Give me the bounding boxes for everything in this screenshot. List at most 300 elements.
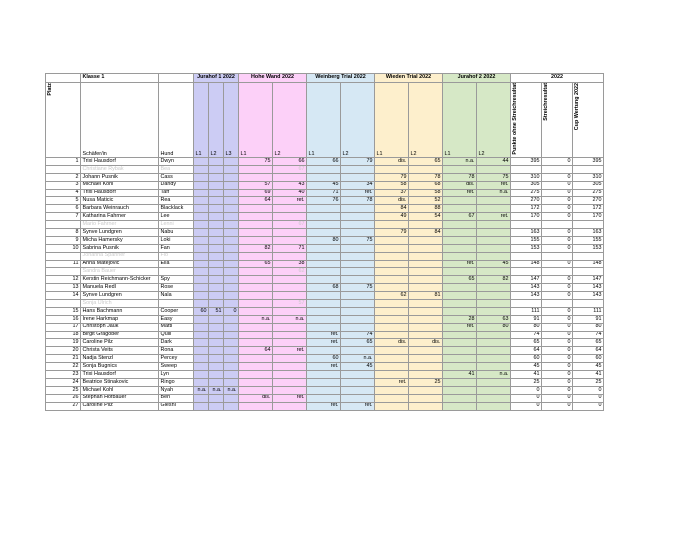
points-cell: 65 <box>511 339 542 347</box>
score-wieden-l1: 62 <box>375 292 409 300</box>
handler-cell: Christiane Rybak <box>81 165 159 173</box>
score-weinberg-l1 <box>307 394 341 402</box>
score-jurahof1-l2 <box>209 181 224 189</box>
col-header-dog: Hund <box>159 83 194 158</box>
rank-cell: 15 <box>46 307 81 315</box>
score-wieden-l2 <box>409 268 443 276</box>
score-jurahof1-l2 <box>209 371 224 379</box>
score-wieden-l1 <box>375 307 409 315</box>
streich-cell: 0 <box>542 284 573 292</box>
score-jurahof2-l2: 63 <box>477 315 511 323</box>
cup-cell: 148 <box>573 260 604 268</box>
score-jurahof1-l2 <box>209 284 224 292</box>
handler-cell: Johann Pusnik <box>81 173 159 181</box>
score-jurahof1-l1 <box>194 402 209 410</box>
col-header-streich: Streichresultat <box>542 83 549 121</box>
streich-cell: 0 <box>542 292 573 300</box>
score-hohe-wand-l2: 67 <box>273 221 307 229</box>
table-row <box>46 315 604 323</box>
dog-cell <box>159 300 194 308</box>
score-weinberg-l2 <box>341 315 375 323</box>
score-jurahof2-l2: ret. <box>477 181 511 189</box>
score-weinberg-l2 <box>341 252 375 260</box>
score-hohe-wand-l1: 64 <box>239 197 273 205</box>
rank-cell: 1 <box>46 158 81 166</box>
score-hohe-wand-l2 <box>273 386 307 394</box>
rank-cell: 27 <box>46 402 81 410</box>
dog-cell <box>159 268 194 276</box>
points-cell <box>511 252 542 260</box>
rank-cell: 20 <box>46 347 81 355</box>
score-weinberg-l2: 78 <box>341 197 375 205</box>
score-jurahof1-l1 <box>194 355 209 363</box>
score-hohe-wand-l2: n.a. <box>273 315 307 323</box>
score-hohe-wand-l1 <box>239 236 273 244</box>
handler-cell: Christa Veits <box>81 347 159 355</box>
score-jurahof1-l2 <box>209 173 224 181</box>
handler-cell: Barbara Weinrauch <box>81 205 159 213</box>
score-hohe-wand-l1 <box>239 268 273 276</box>
class-label: Klasse 1 <box>81 74 159 83</box>
score-jurahof1-l1 <box>194 292 209 300</box>
handler-cell: Nadja Stenzl <box>81 355 159 363</box>
score-wieden-l2: 58 <box>409 189 443 197</box>
score-wieden-l1 <box>375 331 409 339</box>
table-row <box>46 229 604 237</box>
score-jurahof1-l3: n.a. <box>224 386 239 394</box>
score-jurahof2-l1 <box>443 197 477 205</box>
score-jurahof1-l3 <box>224 378 239 386</box>
score-jurahof2-l1: n.a. <box>443 158 477 166</box>
score-jurahof1-l1 <box>194 158 209 166</box>
score-jurahof1-l1 <box>194 323 209 331</box>
score-wieden-l1: dis. <box>375 339 409 347</box>
score-wieden-l2 <box>409 347 443 355</box>
score-weinberg-l1: 66 <box>307 158 341 166</box>
score-jurahof2-l2 <box>477 165 511 173</box>
streich-cell: 0 <box>542 355 573 363</box>
streich-cell: 0 <box>542 197 573 205</box>
table-row <box>46 292 604 300</box>
score-wieden-l1: 79 <box>375 173 409 181</box>
score-jurahof1-l2 <box>209 213 224 221</box>
score-wieden-l2 <box>409 284 443 292</box>
score-jurahof1-l2 <box>209 276 224 284</box>
cup-cell: 170 <box>573 213 604 221</box>
rank-cell: 23 <box>46 371 81 379</box>
score-wieden-l1 <box>375 276 409 284</box>
score-weinberg-l2 <box>341 394 375 402</box>
rank-cell: 3 <box>46 181 81 189</box>
col-header-wb-l2: L2 <box>341 83 375 158</box>
score-weinberg-l2 <box>341 244 375 252</box>
score-weinberg-l1 <box>307 378 341 386</box>
score-hohe-wand-l1: 65 <box>239 260 273 268</box>
score-wieden-l2: 54 <box>409 213 443 221</box>
score-wieden-l2 <box>409 221 443 229</box>
handler-cell: Beatrice Stinakovic <box>81 378 159 386</box>
dog-cell: Lenni <box>159 221 194 229</box>
rank-cell: 11 <box>46 260 81 268</box>
handler-cell: Micha Hamersky <box>81 236 159 244</box>
dog-cell: Nabu <box>159 229 194 237</box>
score-hohe-wand-l1 <box>239 292 273 300</box>
handler-cell: Stephan Hofbauer <box>81 394 159 402</box>
rank-cell: 18 <box>46 331 81 339</box>
handler-cell: Trixi Hausdorf <box>81 158 159 166</box>
score-wieden-l1: 84 <box>375 205 409 213</box>
points-cell: 111 <box>511 307 542 315</box>
score-hohe-wand-l2 <box>273 173 307 181</box>
score-hohe-wand-l2 <box>273 363 307 371</box>
streich-cell: 0 <box>542 213 573 221</box>
score-hohe-wand-l2 <box>273 276 307 284</box>
score-jurahof1-l1 <box>194 236 209 244</box>
score-jurahof1-l3 <box>224 394 239 402</box>
score-wieden-l2 <box>409 363 443 371</box>
score-wieden-l2: 68 <box>409 181 443 189</box>
score-weinberg-l2 <box>341 323 375 331</box>
dog-cell: Rose <box>159 284 194 292</box>
score-wieden-l2: 52 <box>409 197 443 205</box>
score-hohe-wand-l2: 40 <box>273 189 307 197</box>
score-jurahof1-l1 <box>194 268 209 276</box>
score-jurahof1-l2 <box>209 260 224 268</box>
score-jurahof1-l3 <box>224 323 239 331</box>
cup-cell <box>573 268 604 276</box>
score-hohe-wand-l2 <box>273 252 307 260</box>
streich-cell: 0 <box>542 363 573 371</box>
streich-cell: 0 <box>542 276 573 284</box>
score-jurahof2-l2 <box>477 339 511 347</box>
score-jurahof1-l1 <box>194 284 209 292</box>
score-jurahof1-l3: 0 <box>224 307 239 315</box>
score-jurahof2-l2 <box>477 252 511 260</box>
score-hohe-wand-l1 <box>239 213 273 221</box>
score-jurahof2-l2: ret. <box>477 213 511 221</box>
score-jurahof1-l2 <box>209 315 224 323</box>
dog-cell: Blacklack <box>159 205 194 213</box>
col-header-j2-l2: L2 <box>477 83 511 158</box>
dog-cell: Easy <box>159 315 194 323</box>
score-jurahof1-l2 <box>209 197 224 205</box>
score-hohe-wand-l1: 69 <box>239 189 273 197</box>
score-jurahof2-l1: ret. <box>443 189 477 197</box>
score-jurahof1-l3 <box>224 292 239 300</box>
score-jurahof2-l2 <box>477 402 511 410</box>
header-row-events <box>46 74 604 83</box>
dog-cell: Ben <box>159 394 194 402</box>
streich-cell: 0 <box>542 378 573 386</box>
rank-cell: 4 <box>46 189 81 197</box>
table-row <box>46 205 604 213</box>
score-jurahof2-l2: n.a. <box>477 189 511 197</box>
col-header-platz: Platz <box>46 83 53 96</box>
points-cell: 163 <box>511 229 542 237</box>
score-jurahof2-l2 <box>477 378 511 386</box>
score-jurahof1-l3 <box>224 363 239 371</box>
score-jurahof2-l1 <box>443 402 477 410</box>
score-wieden-l1 <box>375 300 409 308</box>
table-row <box>46 323 604 331</box>
score-jurahof2-l2 <box>477 205 511 213</box>
cup-cell: 25 <box>573 378 604 386</box>
score-jurahof2-l1 <box>443 339 477 347</box>
points-cell: 74 <box>511 331 542 339</box>
points-cell: 0 <box>511 386 542 394</box>
score-jurahof2-l2 <box>477 197 511 205</box>
score-jurahof1-l3 <box>224 189 239 197</box>
score-jurahof1-l1 <box>194 260 209 268</box>
points-cell <box>511 165 542 173</box>
score-jurahof1-l2: n.a. <box>209 386 224 394</box>
score-wieden-l1 <box>375 355 409 363</box>
score-hohe-wand-l2 <box>273 236 307 244</box>
score-jurahof2-l2 <box>477 268 511 276</box>
score-hohe-wand-l1 <box>239 173 273 181</box>
points-cell: 172 <box>511 205 542 213</box>
score-jurahof1-l3 <box>224 229 239 237</box>
score-jurahof1-l2 <box>209 252 224 260</box>
score-wieden-l1 <box>375 221 409 229</box>
score-jurahof1-l1 <box>194 165 209 173</box>
score-jurahof2-l1 <box>443 394 477 402</box>
score-weinberg-l1 <box>307 244 341 252</box>
dog-cell: Dandy <box>159 181 194 189</box>
score-jurahof1-l1 <box>194 394 209 402</box>
score-jurahof2-l2 <box>477 244 511 252</box>
streich-cell: 0 <box>542 323 573 331</box>
score-weinberg-l2: 79 <box>341 158 375 166</box>
points-cell <box>511 268 542 276</box>
score-jurahof2-l1 <box>443 244 477 252</box>
score-jurahof1-l3 <box>224 158 239 166</box>
score-jurahof1-l2 <box>209 300 224 308</box>
table-row <box>46 347 604 355</box>
score-jurahof2-l2 <box>477 284 511 292</box>
score-jurahof1-l1 <box>194 213 209 221</box>
cup-cell <box>573 252 604 260</box>
table-row <box>46 402 604 410</box>
streich-cell: 0 <box>542 205 573 213</box>
score-jurahof1-l3 <box>224 221 239 229</box>
score-wieden-l1 <box>375 284 409 292</box>
score-hohe-wand-l1 <box>239 363 273 371</box>
score-jurahof2-l1 <box>443 355 477 363</box>
dog-cell: Ringo <box>159 378 194 386</box>
score-jurahof1-l3 <box>224 213 239 221</box>
score-hohe-wand-l2: 67 <box>273 165 307 173</box>
score-hohe-wand-l1 <box>239 205 273 213</box>
score-jurahof1-l2 <box>209 236 224 244</box>
table-row <box>46 268 604 276</box>
score-wieden-l2: 65 <box>409 158 443 166</box>
score-wieden-l1: 37 <box>375 189 409 197</box>
points-cell: 275 <box>511 189 542 197</box>
score-wieden-l1 <box>375 236 409 244</box>
score-jurahof1-l2 <box>209 402 224 410</box>
points-cell: 143 <box>511 292 542 300</box>
points-cell: 143 <box>511 284 542 292</box>
streich-cell: 0 <box>542 315 573 323</box>
cup-cell: 0 <box>573 394 604 402</box>
points-cell: 310 <box>511 173 542 181</box>
score-jurahof1-l3 <box>224 331 239 339</box>
score-hohe-wand-l2 <box>273 229 307 237</box>
score-jurahof2-l2: n.a. <box>477 371 511 379</box>
handler-cell: Katharina Fahrner <box>81 213 159 221</box>
score-wieden-l2 <box>409 315 443 323</box>
score-hohe-wand-l1 <box>239 402 273 410</box>
table-row <box>46 339 604 347</box>
score-hohe-wand-l2: 38 <box>273 260 307 268</box>
dog-cell: Rea <box>159 197 194 205</box>
cup-cell: 60 <box>573 355 604 363</box>
score-wieden-l2 <box>409 165 443 173</box>
col-header-j1-l1: L1 <box>194 83 209 158</box>
handler-cell: Birgit Gragober <box>81 331 159 339</box>
score-wieden-l1 <box>375 402 409 410</box>
dog-cell: Sweep <box>159 363 194 371</box>
points-cell: 148 <box>511 260 542 268</box>
handler-cell: Sonja Bugnics <box>81 363 159 371</box>
score-jurahof2-l2 <box>477 292 511 300</box>
score-jurahof2-l1 <box>443 229 477 237</box>
score-hohe-wand-l2 <box>273 339 307 347</box>
rank-cell: 17 <box>46 323 81 331</box>
score-weinberg-l2 <box>341 213 375 221</box>
points-cell: 147 <box>511 276 542 284</box>
score-jurahof1-l3 <box>224 244 239 252</box>
cup-cell: 80 <box>573 323 604 331</box>
streich-cell: 0 <box>542 371 573 379</box>
streich-cell <box>542 165 573 173</box>
points-cell: 91 <box>511 315 542 323</box>
score-weinberg-l1 <box>307 252 341 260</box>
score-jurahof2-l1 <box>443 268 477 276</box>
points-cell: 395 <box>511 158 542 166</box>
rank-cell: 26 <box>46 394 81 402</box>
score-wieden-l1 <box>375 315 409 323</box>
score-wieden-l1 <box>375 260 409 268</box>
table-row <box>46 181 604 189</box>
score-jurahof2-l1: dis. <box>443 181 477 189</box>
points-cell: 305 <box>511 181 542 189</box>
dog-cell: Cass <box>159 173 194 181</box>
score-wieden-l2 <box>409 371 443 379</box>
cup-cell: 0 <box>573 402 604 410</box>
points-cell <box>511 300 542 308</box>
score-jurahof1-l2 <box>209 363 224 371</box>
score-hohe-wand-l2 <box>273 284 307 292</box>
score-wieden-l2: 88 <box>409 205 443 213</box>
score-weinberg-l2: 75 <box>341 284 375 292</box>
rank-cell: 14 <box>46 292 81 300</box>
score-weinberg-l2 <box>341 386 375 394</box>
score-jurahof1-l2 <box>209 165 224 173</box>
table-row <box>46 300 604 308</box>
rank-cell: 25 <box>46 386 81 394</box>
score-jurahof2-l1 <box>443 165 477 173</box>
score-weinberg-l2 <box>341 371 375 379</box>
year-header: 2022 <box>511 74 604 83</box>
score-weinberg-l2 <box>341 205 375 213</box>
streich-cell: 0 <box>542 260 573 268</box>
score-wieden-l1 <box>375 394 409 402</box>
streich-cell: 0 <box>542 347 573 355</box>
score-jurahof2-l1: 28 <box>443 315 477 323</box>
streich-cell: 0 <box>542 307 573 315</box>
score-jurahof2-l1 <box>443 331 477 339</box>
score-weinberg-l2 <box>341 260 375 268</box>
handler-cell: Michael Kohl <box>81 386 159 394</box>
score-wieden-l1: ret. <box>375 378 409 386</box>
score-jurahof1-l1: 60 <box>194 307 209 315</box>
cup-cell: 64 <box>573 347 604 355</box>
score-weinberg-l1 <box>307 221 341 229</box>
score-jurahof1-l2 <box>209 323 224 331</box>
score-jurahof1-l1 <box>194 189 209 197</box>
score-jurahof1-l1 <box>194 173 209 181</box>
score-jurahof1-l3 <box>224 355 239 363</box>
points-cell: 0 <box>511 394 542 402</box>
score-weinberg-l1 <box>307 276 341 284</box>
cup-cell: 270 <box>573 197 604 205</box>
dog-cell: Spy <box>159 276 194 284</box>
score-hohe-wand-l1 <box>239 378 273 386</box>
streich-cell: 0 <box>542 158 573 166</box>
score-jurahof1-l2 <box>209 331 224 339</box>
score-jurahof2-l2: 44 <box>477 158 511 166</box>
score-jurahof1-l2 <box>209 347 224 355</box>
score-hohe-wand-l2: ret. <box>273 197 307 205</box>
score-weinberg-l1 <box>307 347 341 355</box>
score-jurahof1-l2: 51 <box>209 307 224 315</box>
table-row <box>46 173 604 181</box>
score-jurahof1-l1 <box>194 315 209 323</box>
score-weinberg-l2 <box>341 165 375 173</box>
score-hohe-wand-l2 <box>273 205 307 213</box>
event-header-weinberg: Weinberg Trial 2022 <box>307 74 375 83</box>
table-row <box>46 386 604 394</box>
score-hohe-wand-l1 <box>239 252 273 260</box>
score-jurahof2-l2: 82 <box>477 276 511 284</box>
score-jurahof1-l3 <box>224 284 239 292</box>
score-hohe-wand-l2 <box>273 292 307 300</box>
score-weinberg-l1 <box>307 371 341 379</box>
results-table <box>45 73 604 411</box>
cup-cell: 41 <box>573 371 604 379</box>
cup-cell: 155 <box>573 236 604 244</box>
score-jurahof1-l1: n.a. <box>194 386 209 394</box>
score-jurahof2-l2 <box>477 229 511 237</box>
score-jurahof2-l1 <box>443 252 477 260</box>
score-weinberg-l2 <box>341 292 375 300</box>
cup-cell: 153 <box>573 244 604 252</box>
points-cell: 170 <box>511 213 542 221</box>
score-jurahof2-l1: ret. <box>443 260 477 268</box>
score-hohe-wand-l2: 43 <box>273 181 307 189</box>
rank-cell <box>46 165 81 173</box>
streich-cell: 0 <box>542 244 573 252</box>
rank-cell: 22 <box>46 363 81 371</box>
score-wieden-l1 <box>375 386 409 394</box>
col-header-cup: Cup Wertung 2022 <box>573 83 580 131</box>
score-hohe-wand-l1 <box>239 323 273 331</box>
score-jurahof1-l2 <box>209 378 224 386</box>
handler-cell: Caroline Pilz <box>81 402 159 410</box>
score-wieden-l2 <box>409 355 443 363</box>
